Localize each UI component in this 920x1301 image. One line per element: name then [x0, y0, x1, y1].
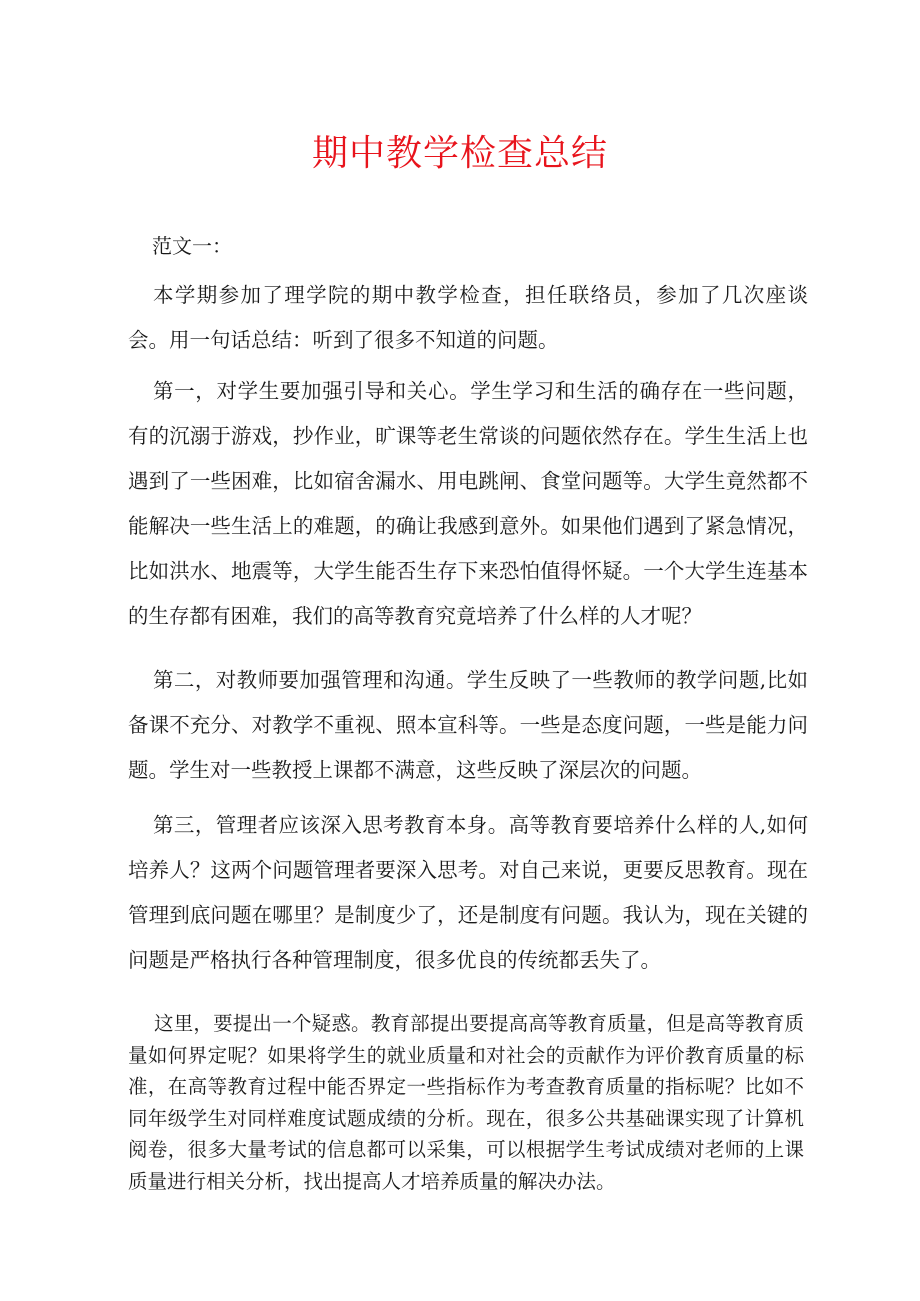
section-label: 范文一：	[152, 234, 232, 258]
paragraph-intro: 本学期参加了理学院的期中教学检查，担任联络员，参加了几次座谈会。用一句话总结：听到了很多不知道的问题。	[128, 283, 808, 352]
paragraph-second-point: 第二，对教师要加强管理和沟通。学生反映了一些教师的教学问题,比如备课不充分、对教学不重视、照本宣科等。一些是态度问题，一些是能力问题。学生对一些教授上课都不满意，这些反映了深层次的问题。	[128, 668, 808, 782]
paragraph-question: 这里，要提出一个疑惑。教育部提出要提高高等教育质量，但是高等教育质量如何界定呢？如果将学生的就业质量和对社会的贡献作为评价教育质量的标准，在高等教育过程中能否界定一些指标作为考查教育质量的指标呢？比如不同年级学生对同样难度试题成绩的分析。现在，很多公共基础课实现了计算机阅卷，很多大量考试的信息都可以采集，可以根据学生考试成绩对老师的上课质量进行相关分析，找出提高人才培养质量的解决办法。	[128, 1012, 804, 1193]
document-title: 期中教学检查总结	[311, 133, 608, 174]
paragraph-third-point: 第三，管理者应该深入思考教育本身。高等教育要培养什么样的人,如何培养人？这两个问题管理者要深入思考。对自己来说，更要反思教育。现在管理到底问题在哪里？是制度少了，还是制度有问题。我认为，现在关键的问题是严格执行各种管理制度，很多优良的传统都丢失了。	[128, 813, 808, 972]
paragraph-first-point: 第一，对学生要加强引导和关心。学生学习和生活的确存在一些问题，有的沉溺于游戏，抄作业，旷课等老生常谈的问题依然存在。学生生活上也遇到了一些困难，比如宿舍漏水、用电跳闸、食堂问题等。大学生竟然都不能解决一些生活上的难题，的确让我感到意外。如果他们遇到了紧急情况，比如洪水、地震等，大学生能否生存下来恐怕值得怀疑。一个大学生连基本的生存都有困难，我们的高等教育究竟培养了什么样的人才呢？	[128, 379, 808, 628]
